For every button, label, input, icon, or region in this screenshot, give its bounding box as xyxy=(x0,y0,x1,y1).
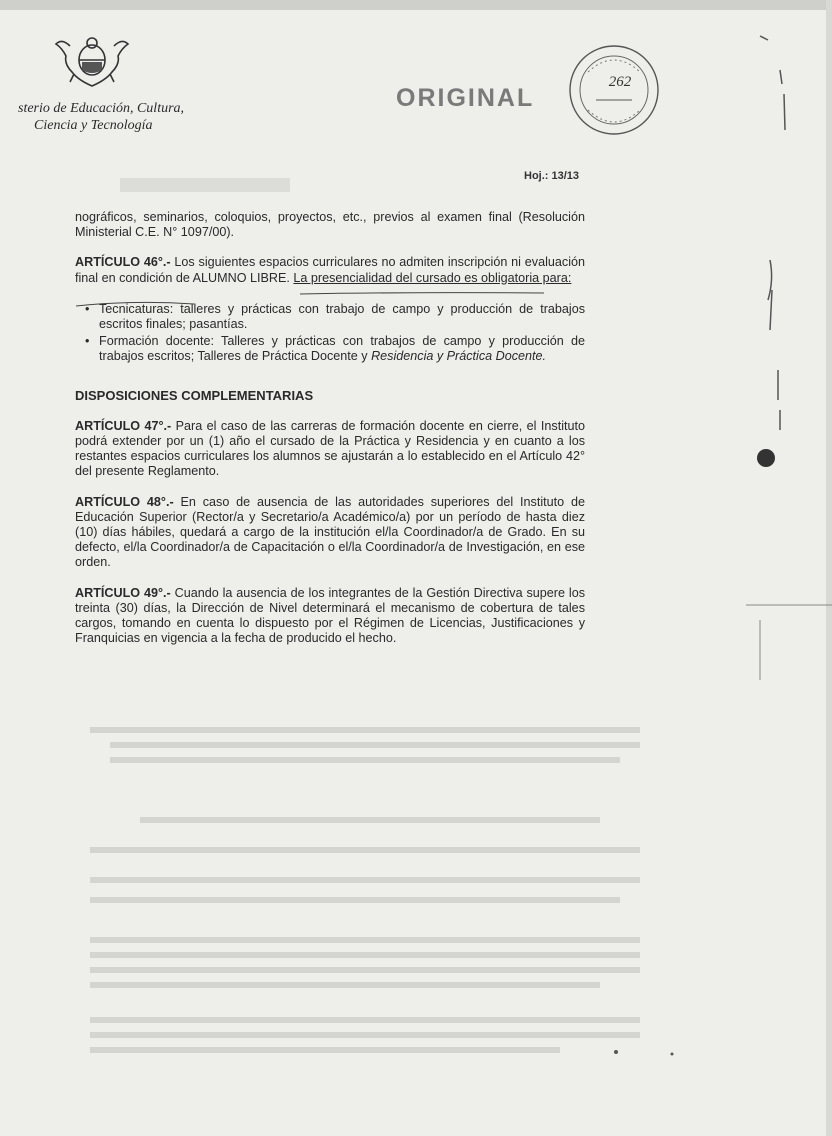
coat-of-arms-logo xyxy=(52,34,132,94)
article-47 xyxy=(75,419,585,480)
scan-specks xyxy=(600,1040,680,1130)
bleed-through-heading xyxy=(120,170,300,207)
article-48-title: ARTÍCULO 48°.- xyxy=(75,494,174,509)
bleed-through-mark xyxy=(120,170,300,200)
article-46-text: Los siguientes espacios curriculares no admiten inscripción ni evaluación final en condición de ALUMNO LIBRE. xyxy=(75,255,585,285)
document-body xyxy=(75,210,585,661)
article-46-title: ARTÍCULO 46°.- xyxy=(75,255,171,270)
article-46-list xyxy=(75,302,585,365)
continuation-paragraph: nográficos, seminarios, coloquios, proyectos, etc., previos al examen final (Resolución Ministerial C.E. N° 1097/00). xyxy=(75,210,585,240)
ministry-heading xyxy=(18,100,184,134)
article-47-title: ARTÍCULO 47°.- xyxy=(75,418,172,433)
bullet-2-italic: Residencia y Práctica Docente. xyxy=(371,349,547,364)
article-49-text: Cuando la ausencia de los integrantes de la Gestión Directiva supere los treinta (30) días, la Dirección de Nivel determinará el mecanismo de cobertura de tales cargos, tomando en cuenta lo dispuesto por el Régimen de Licencias, Justificaciones y Franquicias en vigencia a la fecha de producido el hecho. xyxy=(75,585,585,646)
article-46 xyxy=(75,255,585,285)
article-47-text: Para el caso de las carreras de formación docente en cierre, el Instituto podrá extender por un (1) año el cursado de la Práctica y Residencia y en cuanto a los restantes espacios curriculares los alumnos se ajustarán a lo establecido en el Artículo 42° del presente Reglamento. xyxy=(75,418,585,479)
list-item xyxy=(75,334,585,364)
bullet-2-text: Formación docente: Talleres y prácticas con trabajos de campo y producción de trabajos escritos; Talleres de Práctica Docente y xyxy=(99,334,585,364)
section-title: DISPOSICIONES COMPLEMENTARIAS xyxy=(75,387,314,403)
ministry-line-1: sterio de Educación, Cultura, xyxy=(18,101,185,116)
page-reference: Hoj.: 13/13 xyxy=(524,170,580,182)
pen-underline xyxy=(74,290,594,310)
original-stamp: ORIGINAL xyxy=(396,84,535,112)
article-48-text: En caso de ausencia de las autoridades superiores del Instituto de Educación Superior (Rector/a y Secretario/a Académico/a) por un período de hasta diez (10) días hábiles, quedará a cargo de la institución el/la Coordinador/a de Grado. En su defecto, el/la Coordinador/a de Capacitación o el/la Coordinador/a de Investigación, en ese orden. xyxy=(75,494,585,570)
ministry-line-2: Ciencia y Tecnología xyxy=(34,118,153,133)
margin-marks xyxy=(740,30,832,710)
article-48 xyxy=(75,495,585,571)
scan-top-edge xyxy=(0,0,832,10)
article-49 xyxy=(75,586,585,647)
punch-hole-icon xyxy=(757,449,775,467)
article-46-underlined: La presencialidad del cursado es obligatoria para: xyxy=(293,270,572,285)
folio-number: 262 xyxy=(608,74,632,90)
article-49-title: ARTÍCULO 49°.- xyxy=(75,585,171,600)
bullet-1-text: Tecnicaturas: talleres y prácticas con trabajo de campo y producción de trabajos escritos finales; pasantías. xyxy=(99,301,585,332)
